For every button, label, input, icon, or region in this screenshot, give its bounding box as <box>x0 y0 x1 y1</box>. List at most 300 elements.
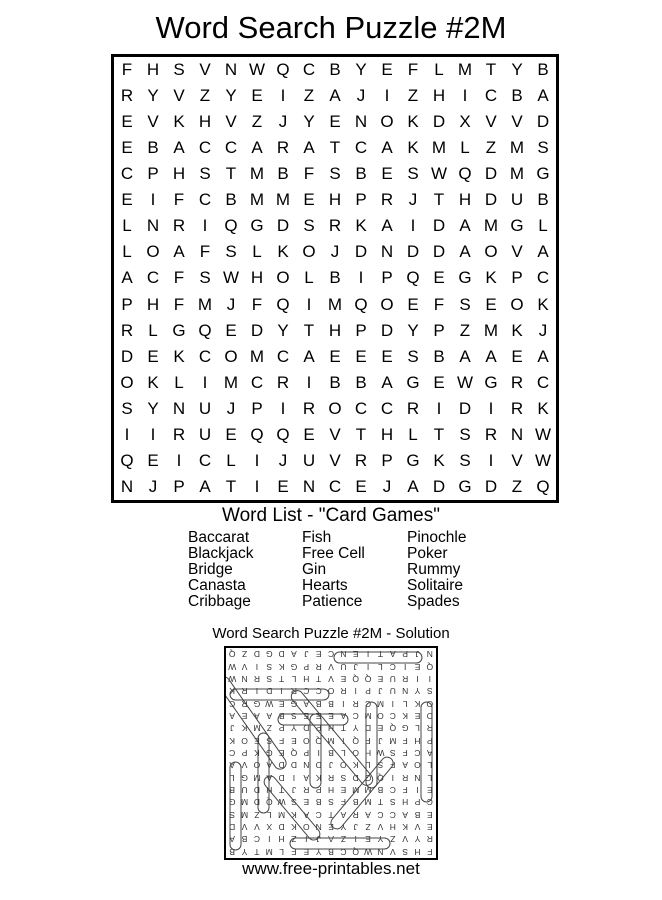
grid-letter: N <box>354 112 368 132</box>
grid-letter: U <box>389 673 396 684</box>
grid-letter: F <box>121 60 133 80</box>
grid-letter: A <box>407 476 419 496</box>
grid-letter: M <box>509 138 525 158</box>
grid-letter: C <box>198 138 212 158</box>
grid-letter: I <box>462 86 468 106</box>
grid-letter: G <box>406 450 420 470</box>
grid-letter: S <box>328 797 334 808</box>
grid-letter: A <box>303 138 315 158</box>
grid-letter: I <box>150 190 156 210</box>
grid-letter: Q <box>224 216 238 236</box>
grid-letter: S <box>266 661 273 672</box>
grid-letter: B <box>414 809 421 820</box>
grid-letter: Y <box>241 846 248 857</box>
grid-letter: C <box>414 748 421 759</box>
grid-letter: T <box>377 797 384 808</box>
grid-letter: M <box>389 735 397 746</box>
grid-letter: A <box>199 476 211 496</box>
grid-letter: A <box>328 834 334 845</box>
grid-letter: F <box>340 797 346 808</box>
grid-letter: E <box>121 190 133 210</box>
grid-letter: Y <box>315 846 322 857</box>
grid-letter: I <box>280 686 283 697</box>
grid-letter: A <box>229 710 236 721</box>
grid-letter: V <box>485 112 497 132</box>
grid-letter: K <box>355 216 367 236</box>
grid-letter: O <box>426 698 434 709</box>
grid-letter: E <box>225 320 237 340</box>
grid-letter: N <box>146 216 160 236</box>
grid-letter: C <box>484 86 498 106</box>
grid-letter: B <box>537 190 549 210</box>
grid-letter: B <box>329 372 341 392</box>
grid-letter: E <box>303 797 310 808</box>
grid-letter: P <box>147 164 159 184</box>
grid-letter: Z <box>266 723 272 734</box>
grid-letter: G <box>364 772 372 783</box>
grid-letter: M <box>241 809 249 820</box>
grid-letter: U <box>241 785 248 796</box>
grid-letter: J <box>378 686 383 697</box>
solution-highlights <box>226 648 436 858</box>
grid-letter: R <box>426 723 433 734</box>
grid-letter: J <box>356 86 366 106</box>
grid-letter: G <box>172 320 186 340</box>
grid-letter: Q <box>352 846 360 857</box>
grid-letter: H <box>172 164 186 184</box>
grid-letter: L <box>229 772 235 783</box>
grid-letter: W <box>228 673 237 684</box>
word-list-item: Blackjack <box>188 545 254 562</box>
grid-letter: N <box>172 398 186 418</box>
grid-letter: D <box>432 476 446 496</box>
grid-letter: F <box>173 268 185 288</box>
grid-letter: D <box>253 785 260 796</box>
grid-letter: P <box>315 723 322 734</box>
grid-letter: G <box>406 372 420 392</box>
word-list-item: Pinochle <box>407 529 467 546</box>
grid-letter: E <box>355 346 367 366</box>
grid-letter: R <box>303 785 310 796</box>
grid-letter: P <box>414 797 421 808</box>
grid-letter: G <box>510 216 524 236</box>
grid-letter: G <box>536 164 550 184</box>
grid-letter: C <box>276 346 290 366</box>
grid-letter: K <box>402 822 408 833</box>
grid-letter: W <box>277 797 286 808</box>
grid-letter: G <box>250 216 264 236</box>
grid-letter: Q <box>364 673 372 684</box>
grid-letter: V <box>329 450 341 470</box>
grid-letter: G <box>458 268 472 288</box>
grid-letter: K <box>229 735 236 746</box>
grid-letter: G <box>241 772 248 783</box>
grid-letter: B <box>229 846 236 857</box>
grid-letter: M <box>364 797 372 808</box>
grid-letter: V <box>241 661 248 672</box>
grid-letter: R <box>510 398 524 418</box>
grid-letter: L <box>304 268 314 288</box>
grid-letter: S <box>303 216 315 236</box>
grid-letter: Y <box>340 822 347 833</box>
solution-highlight <box>230 762 241 850</box>
grid-letter: B <box>315 797 322 808</box>
grid-letter: I <box>391 698 394 709</box>
grid-letter: S <box>459 424 471 444</box>
grid-letter: R <box>302 398 316 418</box>
grid-letter: E <box>329 112 341 132</box>
grid-letter: M <box>223 372 239 392</box>
grid-letter: L <box>252 242 262 262</box>
grid-letter: E <box>414 710 421 721</box>
grid-letter: P <box>241 748 248 759</box>
grid-letter: W <box>228 661 237 672</box>
grid-letter: I <box>202 372 208 392</box>
grid-letter: G <box>253 698 261 709</box>
grid-letter: K <box>229 686 236 697</box>
grid-letter: O <box>224 346 238 366</box>
grid-letter: V <box>511 112 523 132</box>
grid-letter: A <box>537 86 549 106</box>
grid-letter: T <box>485 60 497 80</box>
grid-letter: E <box>303 424 315 444</box>
grid-letter: C <box>389 661 396 672</box>
grid-letter: S <box>199 164 211 184</box>
solution-highlight <box>290 838 390 849</box>
grid-letter: A <box>381 372 393 392</box>
grid-letter: G <box>228 797 236 808</box>
grid-letter: D <box>276 216 290 236</box>
grid-letter: H <box>402 797 409 808</box>
grid-letter: D <box>253 797 260 808</box>
grid-letter: M <box>253 723 261 734</box>
grid-letter: B <box>355 164 367 184</box>
grid-letter: Y <box>147 398 159 418</box>
website-url: www.free-printables.net <box>242 859 420 878</box>
grid-letter: B <box>328 846 334 857</box>
grid-letter: J <box>328 760 334 771</box>
grid-letter: S <box>329 164 341 184</box>
grid-letter: B <box>329 60 341 80</box>
grid-letter: S <box>266 735 273 746</box>
grid-letter: R <box>340 686 347 697</box>
grid-letter: C <box>146 268 160 288</box>
grid-letter: A <box>340 710 347 721</box>
grid-letter: R <box>354 450 368 470</box>
grid-letter: H <box>432 86 446 106</box>
grid-letter: E <box>278 698 285 709</box>
grid-letter: E <box>291 735 297 746</box>
grid-letter: L <box>341 748 346 759</box>
grid-letter: O <box>328 398 342 418</box>
grid-letter: E <box>365 834 371 845</box>
word-list-item: Rummy <box>407 561 461 578</box>
grid-letter: I <box>436 398 442 418</box>
grid-letter: F <box>433 294 445 314</box>
grid-letter: H <box>250 268 264 288</box>
grid-letter: Q <box>250 424 264 444</box>
grid-letter: D <box>303 723 310 734</box>
grid-letter: D <box>406 242 420 262</box>
grid-letter: O <box>303 735 310 746</box>
grid-letter: E <box>381 346 393 366</box>
grid-letter: R <box>380 190 394 210</box>
grid-letter: W <box>456 372 474 392</box>
grid-letter: P <box>278 723 285 734</box>
grid-letter: C <box>224 138 238 158</box>
grid-letter: I <box>384 86 390 106</box>
grid-letter: B <box>277 164 289 184</box>
grid-letter: Q <box>228 649 236 660</box>
grid-letter: T <box>329 138 341 158</box>
grid-letter: I <box>255 661 259 672</box>
grid-letter: I <box>317 748 320 759</box>
grid-letter: A <box>459 242 471 262</box>
grid-letter: O <box>484 242 498 262</box>
grid-letter: R <box>402 673 409 684</box>
grid-letter: V <box>199 60 211 80</box>
grid-letter: D <box>380 320 394 340</box>
grid-letter: S <box>229 809 236 820</box>
grid-letter: L <box>378 661 383 672</box>
grid-letter: N <box>510 424 524 444</box>
grid-letter: G <box>458 476 472 496</box>
grid-letter: E <box>147 346 159 366</box>
grid-letter: R <box>241 686 248 697</box>
grid-letter: S <box>377 760 384 771</box>
grid-letter: B <box>225 190 237 210</box>
grid-letter: I <box>416 673 419 684</box>
grid-letter: Y <box>225 86 237 106</box>
word-list-item: Baccarat <box>188 529 250 546</box>
grid-letter: S <box>389 797 396 808</box>
grid-letter: K <box>402 710 408 721</box>
grid-letter: I <box>416 785 419 796</box>
grid-letter: L <box>408 424 418 444</box>
grid-letter: K <box>485 268 497 288</box>
grid-letter: I <box>268 834 271 845</box>
grid-letter: X <box>459 112 471 132</box>
grid-letter: Q <box>276 424 290 444</box>
solution-grid <box>224 646 438 860</box>
grid-letter: K <box>537 294 549 314</box>
grid-letter: S <box>459 294 471 314</box>
grid-letter: E <box>254 735 260 746</box>
grid-letter: L <box>266 809 272 820</box>
grid-letter: H <box>380 424 394 444</box>
grid-letter: Q <box>354 294 368 314</box>
grid-letter: W <box>376 748 385 759</box>
solution-highlight <box>421 702 432 802</box>
grid-letter: W <box>534 450 552 470</box>
grid-letter: K <box>511 320 523 340</box>
grid-letter: S <box>427 686 433 697</box>
grid-letter: F <box>291 846 297 857</box>
grid-letter: M <box>352 785 360 796</box>
grid-letter: Y <box>511 60 523 80</box>
grid-letter: I <box>410 216 416 236</box>
grid-letter: L <box>148 320 158 340</box>
grid-letter: O <box>303 822 310 833</box>
grid-letter: D <box>484 164 498 184</box>
grid-letter: I <box>280 86 286 106</box>
grid-letter: I <box>176 450 182 470</box>
grid-letter: E <box>511 346 523 366</box>
grid-letter: D <box>484 476 498 496</box>
grid-letter: T <box>279 785 285 796</box>
grid-letter: L <box>434 60 444 80</box>
grid-letter: H <box>414 846 421 857</box>
grid-letter: P <box>433 320 445 340</box>
grid-letter: K <box>147 372 159 392</box>
grid-letter: H <box>414 735 421 746</box>
grid-letter: I <box>403 661 407 672</box>
grid-letter: O <box>146 242 160 262</box>
grid-letter: D <box>432 216 446 236</box>
grid-letter: C <box>352 710 359 721</box>
grid-letter: Q <box>315 735 322 746</box>
grid-letter: S <box>402 846 408 857</box>
grid-letter: Z <box>254 809 260 820</box>
grid-letter: H <box>198 112 212 132</box>
grid-letter: P <box>355 190 367 210</box>
grid-letter: N <box>377 846 384 857</box>
grid-letter: D <box>426 710 433 721</box>
grid-letter: E <box>340 785 347 796</box>
grid-letter: C <box>354 138 368 158</box>
grid-letter: C <box>389 809 396 820</box>
solution-title: Word Search Puzzle #2M - Solution <box>212 625 450 642</box>
grid-letter: G <box>290 698 298 709</box>
grid-letter: Z <box>340 834 346 845</box>
grid-letter: E <box>278 748 285 759</box>
solution-highlight <box>278 714 348 725</box>
grid-letter: C <box>250 372 264 392</box>
grid-letter: F <box>173 294 185 314</box>
word-list-item: Cribbage <box>188 593 251 610</box>
grid-letter: O <box>327 686 335 697</box>
grid-letter: Y <box>377 834 384 845</box>
grid-letter: A <box>229 834 236 845</box>
grid-letter: N <box>302 476 316 496</box>
grid-letter: A <box>266 710 273 721</box>
grid-letter: E <box>315 649 322 660</box>
grid-letter: F <box>402 748 408 759</box>
grid-letter: A <box>303 346 315 366</box>
grid-letter: B <box>328 698 334 709</box>
grid-letter: E <box>352 649 359 660</box>
grid-letter: I <box>292 772 296 783</box>
grid-letter: R <box>120 320 134 340</box>
grid-letter: Z <box>511 476 523 496</box>
grid-letter: A <box>266 772 273 783</box>
grid-letter: P <box>511 268 523 288</box>
grid-letter: V <box>414 822 421 833</box>
grid-letter: F <box>173 190 185 210</box>
grid-letter: S <box>340 772 347 783</box>
grid-letter: C <box>389 785 396 796</box>
word-list-item: Fish <box>302 529 332 546</box>
grid-letter: V <box>328 661 334 672</box>
grid-letter: R <box>120 86 134 106</box>
grid-letter: R <box>172 424 186 444</box>
grid-letter: Y <box>277 320 289 340</box>
grid-letter: N <box>426 649 433 660</box>
grid-letter: D <box>266 686 273 697</box>
grid-letter: P <box>303 661 310 672</box>
grid-letter: Q <box>290 748 298 759</box>
grid-letter: C <box>253 834 260 845</box>
grid-letter: C <box>536 268 550 288</box>
grid-letter: W <box>248 60 266 80</box>
grid-letter: R <box>402 772 409 783</box>
grid-letter: Q <box>198 320 212 340</box>
grid-letter: O <box>352 748 360 759</box>
grid-letter: P <box>173 476 185 496</box>
grid-letter: A <box>173 138 185 158</box>
grid-letter: D <box>278 760 285 771</box>
grid-letter: K <box>315 772 322 783</box>
grid-letter: B <box>147 138 159 158</box>
grid-letter: Q <box>265 797 273 808</box>
grid-letter: R <box>510 372 524 392</box>
grid-letter: E <box>485 294 497 314</box>
grid-letter: T <box>225 476 237 496</box>
grid-letter: F <box>303 164 315 184</box>
grid-letter: K <box>173 112 185 132</box>
grid-letter: C <box>327 649 335 660</box>
grid-letter: C <box>120 164 134 184</box>
grid-letter: J <box>538 320 548 340</box>
solution-highlight <box>289 688 375 788</box>
grid-letter: B <box>352 797 359 808</box>
grid-letter: D <box>352 772 359 783</box>
grid-letter: A <box>402 809 408 820</box>
grid-letter: F <box>199 242 211 262</box>
grid-letter: F <box>402 735 408 746</box>
grid-letter: V <box>402 834 408 845</box>
grid-letter: R <box>172 216 186 236</box>
page-title: Word Search Puzzle #2M <box>155 10 507 45</box>
grid-letter: O <box>510 294 524 314</box>
grid-letter: I <box>488 398 494 418</box>
grid-letter: Z <box>303 86 315 106</box>
word-list-item: Hearts <box>302 577 348 594</box>
grid-letter: G <box>290 661 298 672</box>
grid-letter: V <box>389 846 396 857</box>
grid-letter: K <box>278 661 285 672</box>
grid-letter: M <box>483 216 499 236</box>
grid-letter: T <box>328 809 334 820</box>
grid-letter: H <box>266 785 273 796</box>
grid-letter: C <box>426 797 433 808</box>
grid-letter: S <box>266 673 273 684</box>
grid-letter: D <box>432 112 446 132</box>
word-list-item: Patience <box>302 593 363 610</box>
solution-highlight <box>334 652 422 663</box>
grid-letter: E <box>427 785 433 796</box>
grid-letter: J <box>408 190 418 210</box>
grid-letter: Y <box>147 86 159 106</box>
grid-letter: B <box>433 346 445 366</box>
grid-letter: O <box>120 372 134 392</box>
grid-letter: B <box>377 785 384 796</box>
grid-letter: Z <box>407 86 419 106</box>
word-list-item: Gin <box>302 561 327 578</box>
grid-letter: M <box>509 164 525 184</box>
grid-letter: K <box>433 450 445 470</box>
grid-letter: L <box>122 216 132 236</box>
